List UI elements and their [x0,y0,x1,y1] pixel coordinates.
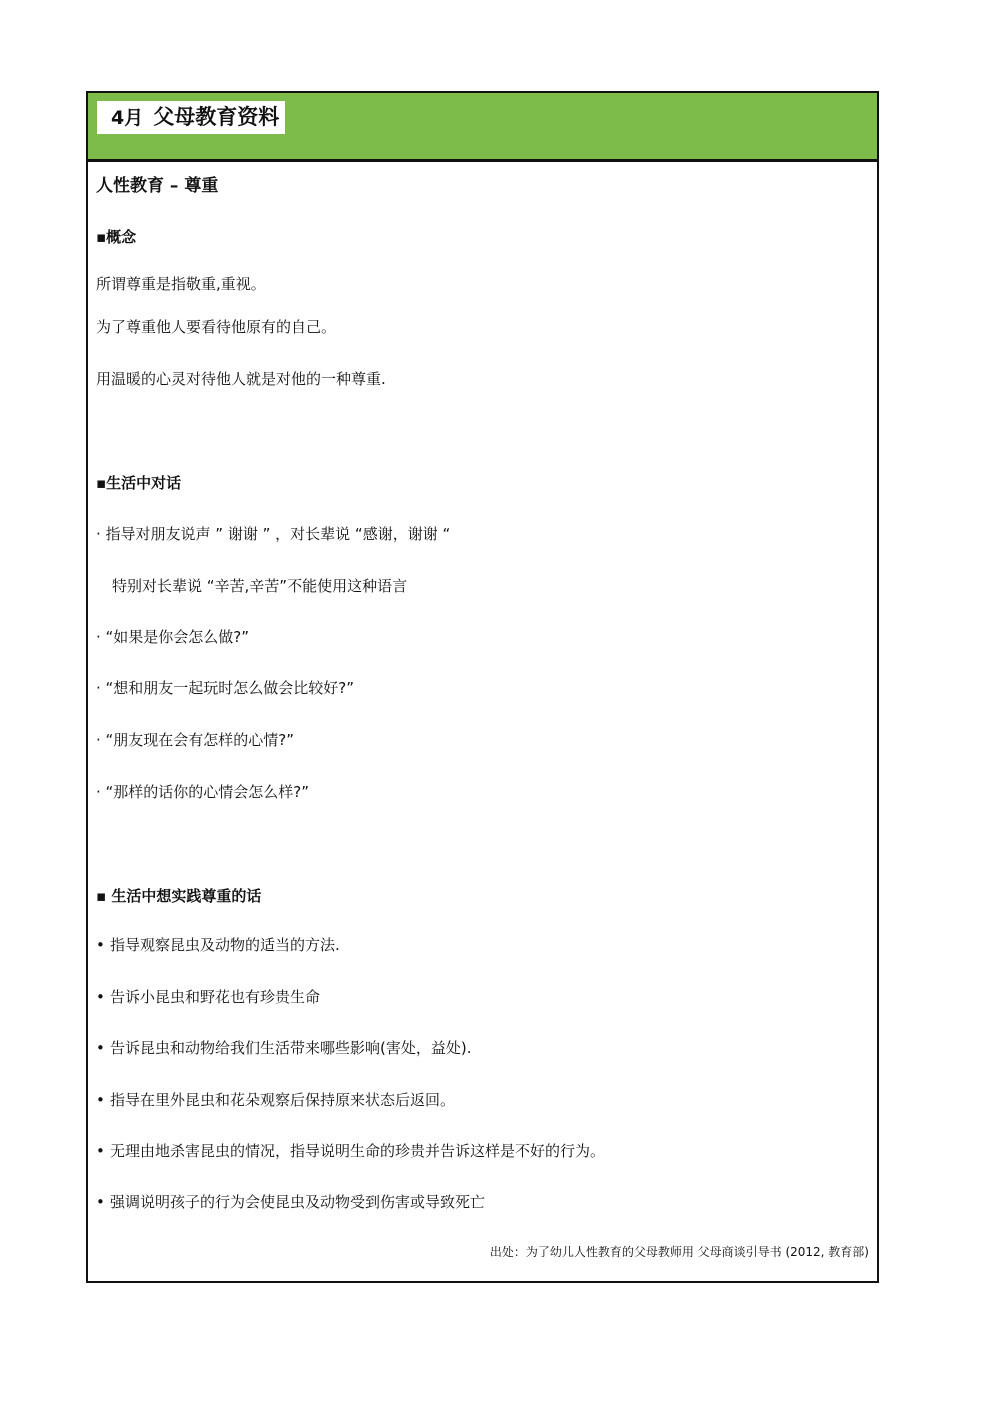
practice-item [96,1191,485,1212]
concept-heading: ▪概念 [96,228,137,246]
dialogue-heading: ▪生活中对话 [96,474,182,492]
practice-item-text: 告诉昆虫和动物给我们生活带来哪些影响(害处，益处). [110,1039,472,1057]
practice-heading: ▪ 生活中想实践尊重的话 [96,887,262,905]
practice-item [96,986,320,1007]
dialogue-item: · “那样的话你的心情会怎么样?” [96,783,310,801]
practice-item-text: 指导在里外昆虫和花朵观察后保持原来状态后返回。 [110,1091,456,1109]
document-sheet [86,91,879,1283]
practice-item [96,1037,471,1058]
practice-item-text: 强调说明孩子的行为会使昆虫及动物受到伤害或导致死亡 [110,1193,486,1211]
header-bar [88,93,877,161]
practice-item [96,1089,455,1110]
title-month: 4月 [111,107,144,129]
title-box [97,101,285,134]
dialogue-item: · “朋友现在会有怎样的心情?” [96,731,295,749]
bullet: • [96,1039,105,1057]
dialogue-item: · “想和朋友一起玩时怎么做会比较好?” [96,679,355,697]
bullet: • [96,1091,105,1109]
practice-item-text: 指导观察昆虫及动物的适当的方法. [110,936,340,954]
practice-item [96,934,340,955]
concept-line: 用温暖的心灵对待他人就是对他的一种尊重. [96,370,386,388]
dialogue-item: · “如果是你会怎么做?” [96,628,250,646]
section-title: 人性教育 – 尊重 [96,176,219,196]
bullet: • [96,1193,105,1211]
bullet: • [96,936,105,954]
bullet: • [96,988,105,1006]
page-title: 父母教育资料 [153,105,280,129]
practice-item-text: 告诉小昆虫和野花也有珍贵生命 [110,988,321,1006]
header-divider [88,161,877,162]
dialogue-item: 特别对长辈说 “辛苦,辛苦”不能使用这种语言 [112,577,408,595]
concept-line: 所谓尊重是指敬重,重视。 [96,275,266,293]
practice-item [96,1140,605,1161]
concept-line: 为了尊重他人要看待他原有的自己。 [96,318,337,336]
source-note: 出处：为了幼儿人性教育的父母教师用 父母商谈引导书 (2012, 教育部) [489,1245,869,1259]
bullet: • [96,1142,105,1160]
practice-item-text: 无理由地杀害昆虫的情况，指导说明生命的珍贵并告诉这样是不好的行为。 [110,1142,606,1160]
dialogue-item: · 指导对朋友说声 ” 谢谢 ” ，对长辈说 “感谢，谢谢 “ [96,525,451,543]
